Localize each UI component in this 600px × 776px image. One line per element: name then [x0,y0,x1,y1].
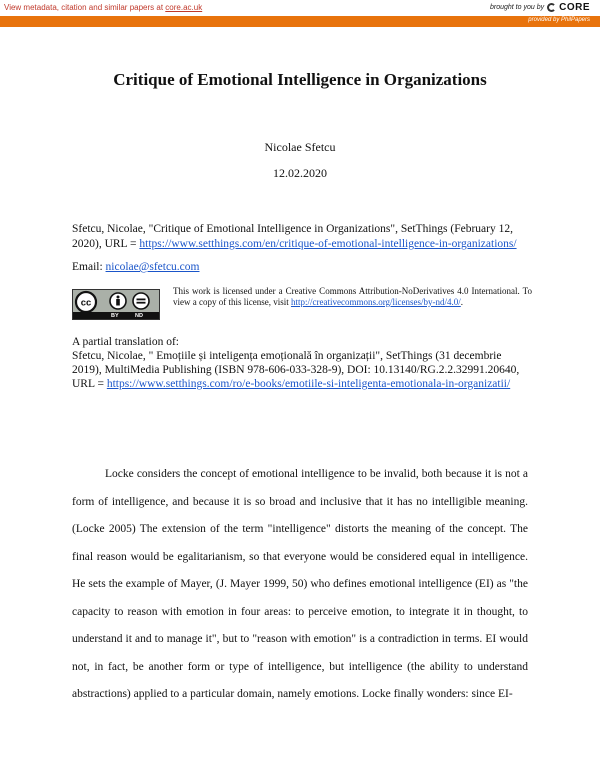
cc-by-nd-badge[interactable] [72,289,160,320]
brought-by-text: brought to you by [490,4,545,11]
core-logo-icon [547,3,556,12]
license-block [72,286,532,326]
badge-by-label: BY [111,313,119,319]
citation-block [72,222,532,252]
email-label: Email: [72,261,106,273]
provider-bar [0,16,600,27]
paper-title: Critique of Emotional Intelligence in Organizations [113,70,487,89]
partial-translation-block [72,335,532,391]
citation-url-link[interactable]: https://www.setthings.com/en/critique-of-emotional-intelligence-in-organizations/ [139,238,517,250]
partial-translation-heading: A partial translation of: [72,336,179,348]
paper-author: Nicolae Sfetcu [264,140,336,154]
metadata-notice: View metadata, citation and similar papers at core.ac.uk [4,3,203,12]
badge-nd-label: ND [135,313,143,319]
email-link[interactable]: nicolae@sfetcu.com [105,261,200,273]
license-url-link[interactable]: http://creativecommons.org/licenses/by-nd/4.0/ [290,297,461,307]
cc-license-icon [73,290,159,312]
svg-text:cc: cc [80,297,92,309]
body-paragraph: Locke considers the concept of emotional intelligence to be invalid, both because it is not a form of intelligence, and because it is so broad and inclusive that it has no intelligible meaning. (Locke 2005) The extension of the term "intelligence" distorts the meaning of the concept. The final reason would be egalitarianism, so that everyone would be considered equal in intelligence. He sets the example of Mayer, (J. Mayer 1999, 50) who defines emotional intelligence (EI) as "the capacity to reason with emotion in four areas: to perceive emotion, to integrate it in thought, to understand it and to manage it", but to "reason with emotion" is a contradiction in terms. EI would not, in fact, be another form or type of intelligence, but intelligence (the ability to understand abstractions) applied to a particular domain, namely emotions. Locke finally wonders: since EI- [72,468,528,700]
body-text [72,461,528,709]
core-branding[interactable] [490,2,590,13]
provided-by-text[interactable]: provided by PhilPapers [528,17,590,23]
paper-date: 12.02.2020 [273,166,327,180]
partial-translation-citation: Sfetcu, Nicolae, " Emoțiile și inteligența emoțională în organizații", SetThings (31 decembrie 2019), MultiMedia Publishing (ISBN 978-606-033-328-9), DOI: 10.13140/RG.2.2.32991.20640, URL = https://www.setthings.com/ro/e-books/emotiile-si-inteligenta-emotionala-in-organizatii/ [72,350,520,390]
core-link[interactable]: core.ac.uk [165,3,203,12]
citation-text: Sfetcu, Nicolae, "Critique of Emotional Intelligence in Organizations", SetThings (February 12, 2020), URL = [72,223,513,250]
license-text: This work is licensed under a Creative Commons Attribution-NoDerivatives 4.0 International. To view a copy of this license, visit http://creativecommons.org/licenses/by-nd/4.0/. [173,286,532,307]
partial-translation-url-link[interactable]: https://www.setthings.com/ro/e-books/emotiile-si-inteligenta-emotionala-in-organizatii/ [106,378,511,390]
core-logo: CORE [559,2,590,13]
email-line [72,261,199,273]
badge-strip [73,312,159,319]
top-banner [0,0,600,16]
